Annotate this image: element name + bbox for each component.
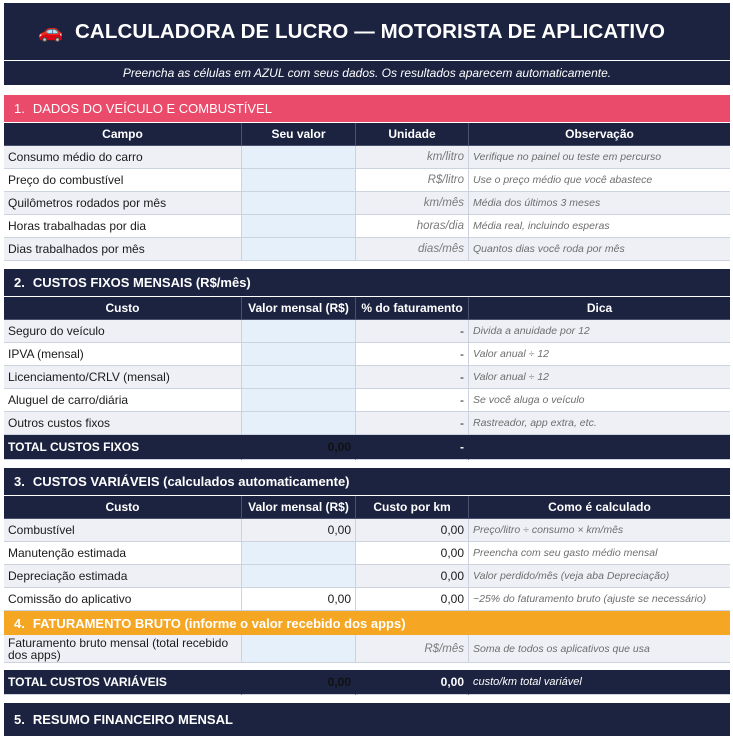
field-label: Dias trabalhados por mês	[4, 238, 242, 261]
car-icon: 🚗	[38, 21, 64, 43]
value-cell: 0,00	[242, 519, 356, 542]
section-number: 1.	[14, 101, 25, 116]
value-input-cell[interactable]	[242, 215, 356, 238]
total-tip	[469, 435, 730, 460]
unit-cell: horas/dia	[356, 215, 469, 238]
column-header: Unidade	[356, 123, 469, 146]
section-title: DADOS DO VEÍCULO E COMBUSTÍVEL	[32, 101, 272, 116]
column-header: Valor mensal (R$)	[242, 297, 356, 320]
page-title	[4, 3, 730, 60]
unit-cell: dias/mês	[356, 238, 469, 261]
value-input-cell[interactable]	[242, 320, 356, 343]
cost-label: Aluguel de carro/diária	[4, 389, 242, 412]
field-label: Preço do combustível	[4, 169, 242, 192]
section-2-header	[4, 269, 730, 296]
page-title-text: CALCULADORA DE LUCRO — MOTORISTA DE APLICATIVO	[75, 19, 665, 43]
table-header	[4, 496, 730, 519]
tip-cell: Se você aluga o veículo	[469, 389, 730, 412]
table-row	[4, 519, 730, 542]
total-per-km: 0,00	[356, 670, 469, 695]
section-4-header	[4, 611, 730, 635]
note-cell: Quantos dias você roda por mês	[469, 238, 730, 261]
table-row	[4, 192, 730, 215]
value-cell: 0,00	[242, 588, 356, 611]
unit-cell: R$/mês	[356, 635, 469, 663]
instructions-text: Preencha as células em AZUL com seus dados. Os resultados aparecem automaticamente.	[122, 66, 612, 80]
method-cell: Valor perdido/mês (veja aba Depreciação)	[469, 565, 730, 588]
value-input-cell[interactable]	[242, 366, 356, 389]
section-1-header	[4, 95, 730, 122]
column-header: Campo	[4, 123, 242, 146]
table-row	[4, 320, 730, 343]
method-cell: Preço/litro ÷ consumo × km/mês	[469, 519, 730, 542]
percent-cell: -	[356, 389, 469, 412]
total-value: 0,00	[242, 435, 356, 460]
column-header: Valor mensal (R$)	[242, 496, 356, 519]
total-value: 0,00	[242, 670, 356, 695]
column-header: Dica	[469, 297, 730, 320]
tip-cell: Valor anual ÷ 12	[469, 366, 730, 389]
note-cell: Média real, incluindo esperas	[469, 215, 730, 238]
value-input-cell[interactable]	[242, 412, 356, 435]
section-title: CUSTOS FIXOS MENSAIS (R$/mês)	[32, 275, 251, 290]
field-label: Horas trabalhadas por dia	[4, 215, 242, 238]
unit-cell: km/litro	[356, 146, 469, 169]
value-input-cell[interactable]	[242, 343, 356, 366]
value-input-cell[interactable]	[242, 389, 356, 412]
table-row	[4, 215, 730, 238]
revenue-input-cell[interactable]	[242, 635, 356, 663]
section-number: 5.	[14, 712, 25, 727]
table-row	[4, 412, 730, 435]
table-header	[4, 297, 730, 320]
value-input-cell[interactable]	[242, 192, 356, 215]
table-row	[4, 565, 730, 588]
section-number: 4.	[14, 615, 25, 631]
table-row	[4, 343, 730, 366]
cost-label: IPVA (mensal)	[4, 343, 242, 366]
total-row	[4, 435, 730, 460]
section-title: FATURAMENTO BRUTO (informe o valor recebido dos apps)	[32, 615, 406, 631]
table-row	[4, 588, 730, 611]
percent-cell: -	[356, 412, 469, 435]
column-header: % do faturamento	[356, 297, 469, 320]
table-row	[4, 635, 730, 663]
cost-label: Seguro do veículo	[4, 320, 242, 343]
per-km-cell: 0,00	[356, 519, 469, 542]
table-row	[4, 146, 730, 169]
value-input-cell[interactable]	[242, 542, 356, 565]
column-header: Como é calculado	[469, 496, 730, 519]
section-3-header	[4, 468, 730, 495]
percent-cell: -	[356, 343, 469, 366]
per-km-cell: 0,00	[356, 542, 469, 565]
column-header: Custo	[4, 297, 242, 320]
field-label: Quilômetros rodados por mês	[4, 192, 242, 215]
total-label: TOTAL CUSTOS VARIÁVEIS	[4, 670, 242, 695]
section-title: RESUMO FINANCEIRO MENSAL	[32, 712, 233, 727]
cost-label: Combustível	[4, 519, 242, 542]
value-input-cell[interactable]	[242, 565, 356, 588]
note-cell: Verifique no painel ou teste em percurso	[469, 146, 730, 169]
tip-cell: Valor anual ÷ 12	[469, 343, 730, 366]
section-number: 2.	[14, 275, 25, 290]
table-header	[4, 123, 730, 146]
percent-cell: -	[356, 320, 469, 343]
revenue-label: Faturamento bruto mensal (total recebido dos apps)	[4, 635, 242, 663]
tip-cell: Divida a anuidade por 12	[469, 320, 730, 343]
cost-label: Outros custos fixos	[4, 412, 242, 435]
method-cell: ~25% do faturamento bruto (ajuste se necessário)	[469, 588, 730, 611]
total-percent: -	[356, 435, 469, 460]
cost-label: Depreciação estimada	[4, 565, 242, 588]
total-label: TOTAL CUSTOS FIXOS	[4, 435, 242, 460]
instructions-banner	[4, 61, 730, 85]
value-input-cell[interactable]	[242, 238, 356, 261]
method-cell: Preencha com seu gasto médio mensal	[469, 542, 730, 565]
per-km-cell: 0,00	[356, 588, 469, 611]
cost-label: Licenciamento/CRLV (mensal)	[4, 366, 242, 389]
column-header: Custo	[4, 496, 242, 519]
section-5-header	[4, 703, 730, 736]
percent-cell: -	[356, 366, 469, 389]
table-row	[4, 169, 730, 192]
field-label: Consumo médio do carro	[4, 146, 242, 169]
unit-cell: R$/litro	[356, 169, 469, 192]
column-header: Seu valor	[242, 123, 356, 146]
section-number: 3.	[14, 474, 25, 489]
table-row	[4, 542, 730, 565]
section-title: CUSTOS VARIÁVEIS (calculados automaticamente)	[32, 474, 350, 489]
table-row	[4, 238, 730, 261]
note-cell: Use o preço médio que você abastece	[469, 169, 730, 192]
column-header: Custo por km	[356, 496, 469, 519]
table-row	[4, 366, 730, 389]
tip-cell: Rastreador, app extra, etc.	[469, 412, 730, 435]
note-cell: Soma de todos os aplicativos que usa	[469, 635, 730, 663]
per-km-cell: 0,00	[356, 565, 469, 588]
unit-cell: km/mês	[356, 192, 469, 215]
note-cell: Média dos últimos 3 meses	[469, 192, 730, 215]
total-row	[4, 670, 730, 695]
total-note: custo/km total variável	[469, 670, 730, 695]
cost-label: Manutenção estimada	[4, 542, 242, 565]
value-input-cell[interactable]	[242, 169, 356, 192]
table-row	[4, 389, 730, 412]
value-input-cell[interactable]	[242, 146, 356, 169]
column-header: Observação	[469, 123, 730, 146]
cost-label: Comissão do aplicativo	[4, 588, 242, 611]
